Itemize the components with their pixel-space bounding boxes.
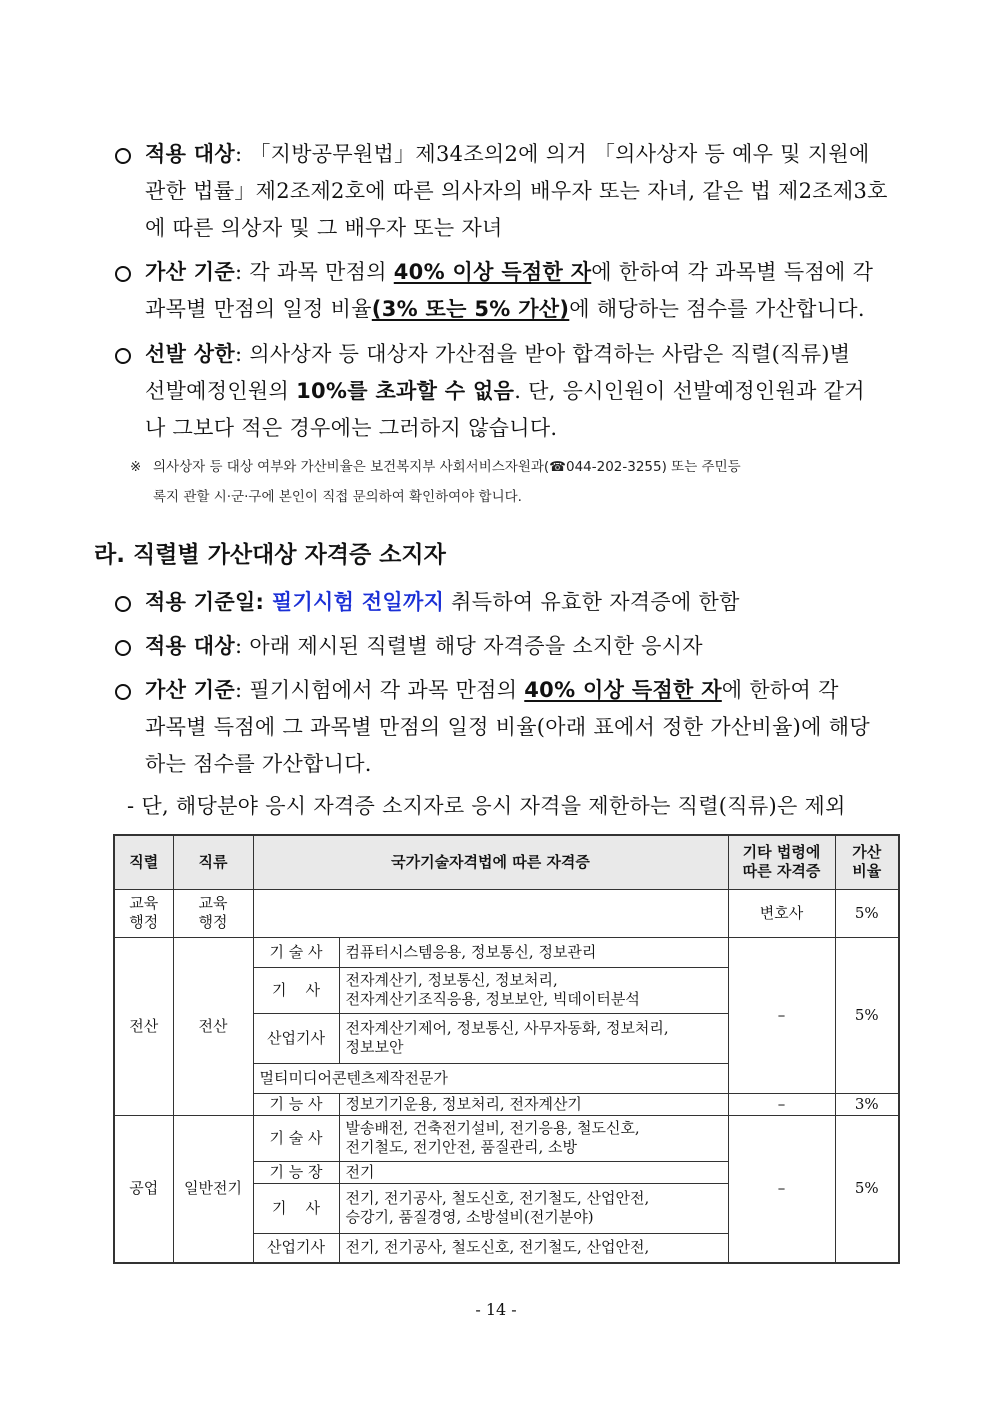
exception-line: - 단, 해당분야 응시 자격증 소지자로 응시 자격을 제한하는 직렬(직류)은 제외: [127, 794, 846, 818]
item-line: 나 그보다 적은 경우에는 그러하지 않습니다.: [145, 416, 558, 440]
table-row: [114, 1115, 899, 1161]
cell-class: 교육 행정: [173, 889, 253, 937]
cell-grade: 산업기사: [253, 1233, 339, 1263]
cell-certs: 전기: [339, 1161, 728, 1183]
cell-grade: 기 술 사: [253, 937, 339, 967]
cell-class: 전산: [173, 937, 253, 1115]
cell-class: 일반전기: [173, 1115, 253, 1263]
item-bonus-criteria: 가산 기준: 각 과목 만점의 40% 이상 득점한 자에 한하여 각 과목별 득점에 각: [145, 260, 874, 284]
header-other: 기타 법령에 따른 자격증: [728, 835, 835, 889]
bullet-circle-icon: [115, 266, 131, 282]
cell-other: –: [728, 1115, 835, 1263]
item-apply-target: 적용 대상: 「지방공무원법」제34조의2에 의거 「의사상자 등 예우 및 지원에: [145, 142, 870, 166]
cell-other: –: [728, 937, 835, 1093]
cell-grade: 기 술 사: [253, 1115, 339, 1161]
bullet-circle-icon: [115, 148, 131, 164]
bullet-circle-icon: [115, 684, 131, 700]
item-bonus-criteria-2: 가산 기준: 필기시험에서 각 과목 만점의 40% 이상 득점한 자에 한하여 각: [145, 678, 839, 702]
cell-rate: 5%: [835, 889, 899, 937]
cell-rate: 5%: [835, 937, 899, 1093]
item-base-date: 적용 기준일: 필기시험 전일까지 취득하여 유효한 자격증에 한함: [145, 590, 740, 614]
cell-empty: [253, 889, 728, 937]
item-line: 하는 점수를 가산합니다.: [145, 752, 372, 776]
cell-series: 공업: [114, 1115, 173, 1263]
item-line: 과목별 득점에 그 과목별 만점의 일정 비율(아래 표에서 정한 가산비율)에 해당: [145, 715, 870, 739]
note-mark: ※: [130, 459, 142, 475]
cell-grade: 기 사: [253, 967, 339, 1013]
item-selection-cap: 선발 상한: 의사상자 등 대상자 가산점을 받아 합격하는 사람은 직렬(직류)별: [145, 342, 851, 366]
cell-series: 전산: [114, 937, 173, 1115]
note-line: 록지 관할 시·군·구에 본인이 직접 문의하여 확인하여야 합니다.: [153, 489, 522, 505]
note-line: 의사상자 등 대상 여부와 가산비율은 보건복지부 사회서비스자원과(☎044-202-3255) 또는 주민등: [153, 459, 741, 475]
item-line: 관한 법률」제2조제2호에 따른 의사자의 배우자 또는 자녀, 같은 법 제2조제3호: [145, 179, 888, 203]
header-series: 직렬: [114, 835, 173, 889]
cell-certs: 발송배전, 건축전기설비, 전기응용, 철도신호, 전기철도, 전기안전, 품질관리, 소방: [339, 1115, 728, 1161]
header-class: 직류: [173, 835, 253, 889]
table-row: [114, 889, 899, 937]
cell-certs: 컴퓨터시스템응용, 정보통신, 정보관리: [339, 937, 728, 967]
cell-certs: 정보기기운용, 정보처리, 전자계산기: [339, 1093, 728, 1115]
item-line: 과목별 만점의 일정 비율(3% 또는 5% 가산)에 해당하는 점수를 가산합니다.: [145, 297, 865, 321]
item-apply-target-2: 적용 대상: 아래 제시된 직렬별 해당 자격증을 소지한 응시자: [145, 634, 703, 658]
cell-grade: 기 능 장: [253, 1161, 339, 1183]
cell-certs: 전기, 전기공사, 철도신호, 전기철도, 산업안전,: [339, 1233, 728, 1263]
item-line: 에 따른 의상자 및 그 배우자 또는 자녀: [145, 216, 503, 240]
cell-certs: 전기, 전기공사, 철도신호, 전기철도, 산업안전, 승강기, 품질경영, 소방설비(전기분야): [339, 1183, 728, 1233]
cell-grade: 산업기사: [253, 1013, 339, 1063]
header-rate: 가산 비율: [835, 835, 899, 889]
section-heading: 라. 직렬별 가산대상 자격증 소지자: [94, 542, 446, 568]
cell-rate: 3%: [835, 1093, 899, 1115]
item-label: 적용 대상: [145, 142, 235, 166]
cell-other: 변호사: [728, 889, 835, 937]
bullet-circle-icon: [115, 640, 131, 656]
cell-grade: 기 사: [253, 1183, 339, 1233]
cell-other: –: [728, 1093, 835, 1115]
item-line: 선발예정인원의 10%를 초과할 수 없음. 단, 응시인원이 선발예정인원과 같거: [145, 379, 865, 403]
cell-grade: 기 능 사: [253, 1093, 339, 1115]
header-national: 국가기술자격법에 따른 자격증: [253, 835, 728, 889]
cell-certs: 멀티미디어콘텐츠제작전문가: [253, 1063, 728, 1093]
table-row: [114, 937, 899, 967]
cell-series: 교육 행정: [114, 889, 173, 937]
page-number: - 14 -: [475, 1300, 517, 1319]
qualification-table: [113, 834, 900, 1264]
bullet-circle-icon: [115, 348, 131, 364]
cell-rate: 5%: [835, 1115, 899, 1263]
cell-certs: 전자계산기, 정보통신, 정보처리, 전자계산기조직응용, 정보보안, 빅데이터분석: [339, 967, 728, 1013]
cell-certs: 전자계산기제어, 정보통신, 사무자동화, 정보처리, 정보보안: [339, 1013, 728, 1063]
bullet-circle-icon: [115, 596, 131, 612]
